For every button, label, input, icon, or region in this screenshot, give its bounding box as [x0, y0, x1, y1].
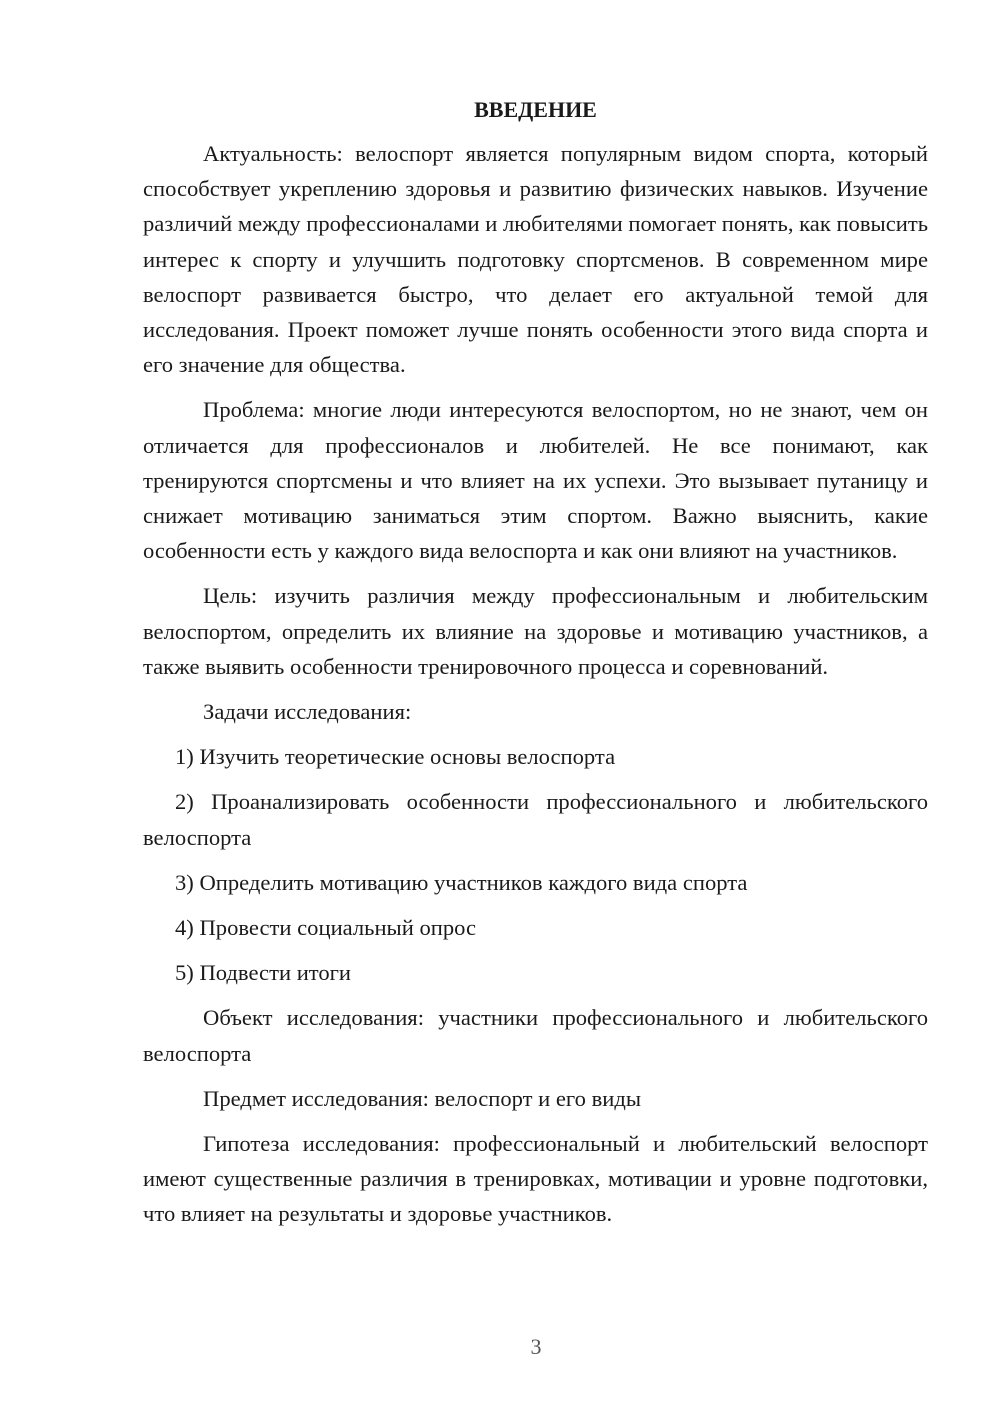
list-item: 1) Изучить теоретические основы велоспорта [175, 744, 616, 770]
paragraph-relevance: Актуальность: велоспорт является популярным видом спорта, который способствует укреплению здоровья и развитию физических навыков. Изучение различий между профессионалами и любителями помогает понять, как повысить интерес к спорту и улучшить подготовку спортсменов. В современном мире велоспорт развивается быстро, что делает его актуальной темой для исследования. Проект поможет лучше понять особенности этого вида спорта и его значение для общества. [143, 141, 928, 378]
paragraph-hypothesis: Гипотеза исследования: профессиональный и любительский велоспорт имеют существенные различия в тренировках, мотивации и уровне подготовки, что влияет на результаты и здоровье участников. [143, 1131, 928, 1227]
list-item: 4) Провести социальный опрос [175, 915, 477, 941]
paragraph-object: Объект исследования: участники профессионального и любительского велоспорта [143, 1005, 928, 1066]
paragraph-problem: Проблема: многие люди интересуются велоспортом, но не знают, чем он отличается для профессионалов и любителей. Не все понимают, как тренируются спортсмены и что влияет на их успехи. Это вызывает путаницу и снижает мотивацию заниматься этим спортом. Важно выяснить, какие особенности есть у каждого вида велоспорта и как они влияют на участников. [143, 397, 928, 564]
list-item: 5) Подвести итоги [175, 960, 352, 986]
page-number: 3 [530, 1334, 542, 1359]
paragraph-subject: Предмет исследования: велоспорт и его виды [203, 1085, 642, 1111]
list-item: 3) Определить мотивацию участников каждого вида спорта [175, 869, 748, 895]
paragraph-goal: Цель: изучить различия между профессиональным и любительским велоспортом, определить их влияние на здоровье и мотивацию участников, а также выявить особенности тренировочного процесса и соревнований. [143, 583, 928, 679]
tasks-heading: Задачи исследования: [203, 699, 412, 725]
page-title: ВВЕДЕНИЕ [474, 97, 597, 122]
document-page [143, 94, 928, 1242]
list-item: 2) Проанализировать особенности профессионального и любительского велоспорта [143, 789, 928, 850]
